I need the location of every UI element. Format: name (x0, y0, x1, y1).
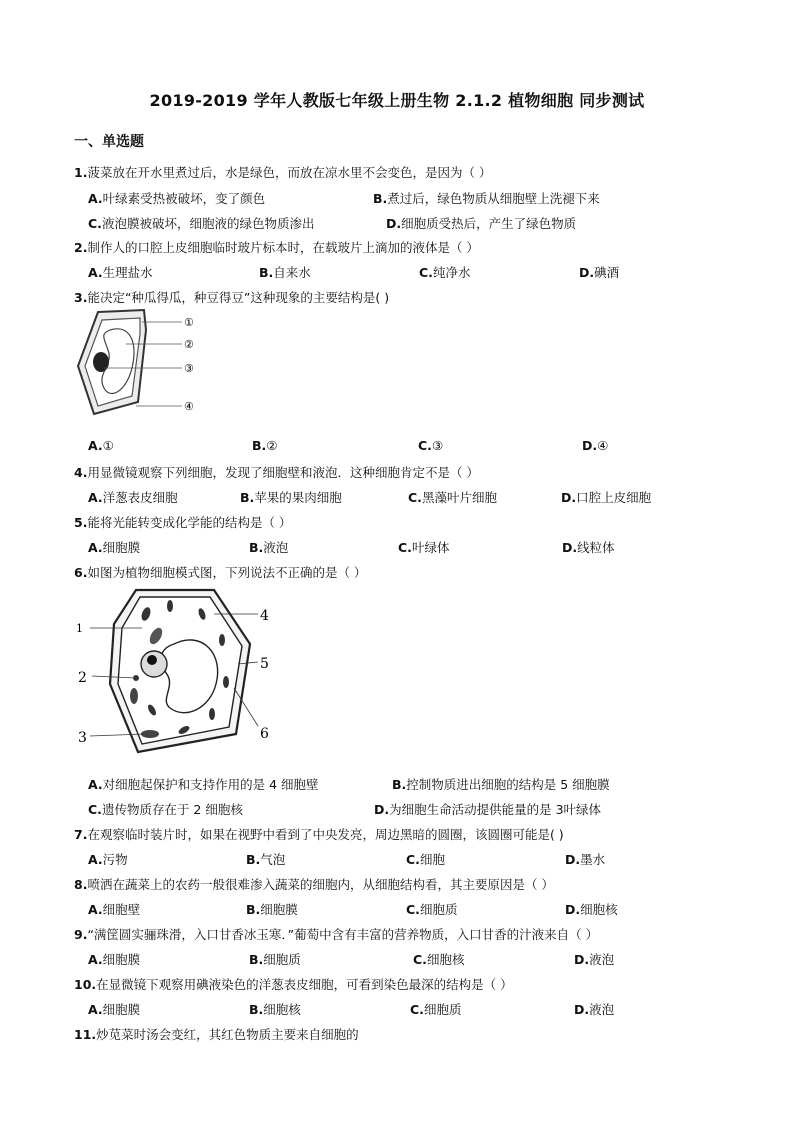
option-1c (88, 214, 314, 232)
option-letter: D. (561, 490, 577, 505)
chloroplast-10 (223, 676, 229, 688)
question-text: 能决定“种瓜得瓜，种豆得豆”这种现象的主要结构是( ) (87, 290, 390, 305)
chloroplast-2 (167, 600, 173, 612)
option-letter: B. (259, 265, 274, 280)
option-text: 液泡 (589, 952, 615, 967)
option-text: 线粒体 (577, 540, 615, 555)
option-7b (246, 850, 285, 868)
option-letter: A. (88, 952, 103, 967)
option-1b (373, 189, 600, 207)
option-1d (386, 214, 576, 232)
option-letter: B. (373, 191, 388, 206)
option-8d (565, 900, 618, 918)
figure1-label-3: ③ (184, 362, 194, 375)
figure-plant-cell-simple (74, 306, 214, 424)
option-6a (88, 775, 319, 793)
option-letter: D. (562, 540, 578, 555)
option-text: ④ (597, 438, 609, 453)
option-5a (88, 538, 140, 556)
option-text: 液泡 (263, 540, 289, 555)
option-3a (88, 438, 114, 453)
option-9d (574, 950, 614, 968)
question-number: 2. (74, 240, 88, 255)
figure2-label-2: 2 (78, 670, 87, 686)
option-text: 口腔上皮细胞 (576, 490, 652, 505)
option-6c (88, 800, 243, 818)
figure1-label-2: ② (184, 338, 194, 351)
option-5b (249, 538, 288, 556)
option-text: 遗传物质存在于 2 细胞核 (101, 802, 243, 817)
option-text: 纯净水 (432, 265, 471, 280)
question-text: “满筐圆实骊珠滑，入口甘香冰玉寒．”葡萄中含有丰富的营养物质，入口甘香的汁液来自（ ） (87, 927, 599, 942)
option-letter: C. (406, 852, 420, 867)
option-1a (88, 189, 265, 207)
option-6b (392, 775, 610, 793)
option-letter: B. (240, 490, 255, 505)
figure2-label-3: 3 (78, 730, 87, 746)
question-text: 制作人的口腔上皮细胞临时玻片标本时，在载玻片上滴加的液体是（ ） (87, 240, 479, 255)
option-letter: C. (88, 802, 102, 817)
option-3b (252, 438, 278, 453)
question-6 (74, 563, 366, 581)
nucleolus-shape (147, 655, 157, 665)
option-text: 细胞核 (580, 902, 618, 917)
option-text: 叶绿素受热被破坏，变了颜色 (102, 191, 266, 206)
option-letter: C. (88, 216, 102, 231)
option-letter: D. (579, 265, 595, 280)
figure1-label-4: ④ (184, 400, 194, 413)
section-heading: 一、单选题 (74, 134, 144, 150)
option-7a (88, 850, 128, 868)
option-letter: C. (408, 490, 422, 505)
question-number: 4. (74, 465, 88, 480)
option-text: 细胞核 (263, 1002, 301, 1017)
option-text: 细胞质受热后，产生了绿色物质 (401, 216, 577, 231)
option-letter: C. (406, 902, 420, 917)
option-4c (408, 488, 497, 506)
option-9a (88, 950, 140, 968)
option-5c (398, 538, 449, 556)
question-2 (74, 238, 479, 256)
option-text: 煮过后，绿色物质从细胞壁上洗褪下来 (387, 191, 600, 206)
option-text: 气泡 (260, 852, 286, 867)
question-3 (74, 288, 389, 306)
option-2b (259, 263, 311, 281)
option-6d (374, 800, 601, 818)
question-1 (74, 163, 491, 181)
figure2-label-6: 6 (260, 726, 269, 742)
option-text: 洋葱表皮细胞 (102, 490, 178, 505)
option-text: ① (102, 438, 114, 453)
question-10 (74, 975, 513, 993)
option-letter: A. (88, 191, 103, 206)
option-letter: A. (88, 265, 103, 280)
option-text: 细胞膜 (260, 902, 298, 917)
option-text: 液泡膜被破坏，细胞液的绿色物质渗出 (101, 216, 315, 231)
question-text: 用显微镜观察下列细胞，发现了细胞壁和液泡．这种细胞肯定不是（ ） (87, 465, 479, 480)
chloroplast-6 (130, 688, 138, 704)
page-title: 2019-2019 学年人教版七年级上册生物 2.1.2 植物细胞 同步测试 (149, 91, 645, 110)
nucleus-shape (93, 352, 109, 372)
option-letter: B. (249, 952, 264, 967)
option-text: 细胞核 (426, 952, 465, 967)
option-letter: C. (419, 265, 433, 280)
option-10a (88, 1000, 140, 1018)
option-8b (246, 900, 298, 918)
question-number: 8. (74, 877, 88, 892)
question-text: 如图为植物细胞模式图，下列说法不正确的是（ ） (87, 565, 367, 580)
figure2-label-1: 1 (76, 622, 83, 635)
option-2a (88, 263, 153, 281)
option-letter: D. (582, 438, 598, 453)
option-4a (88, 488, 178, 506)
question-8 (74, 875, 554, 893)
chloroplast-4 (219, 634, 225, 646)
option-text: 对细胞起保护和支持作用的是 4 细胞壁 (102, 777, 319, 792)
chloroplast-9 (209, 708, 215, 720)
option-text: 碘酒 (594, 265, 620, 280)
option-letter: B. (252, 438, 267, 453)
question-number: 10. (74, 977, 97, 992)
question-number: 6. (74, 565, 88, 580)
question-9 (74, 925, 598, 943)
option-letter: C. (418, 438, 432, 453)
option-text: 黑藻叶片细胞 (421, 490, 497, 505)
option-4d (561, 488, 651, 506)
option-letter: B. (246, 852, 261, 867)
option-letter: B. (249, 1002, 264, 1017)
option-3c (418, 438, 443, 453)
option-7c (406, 850, 445, 868)
option-letter: C. (410, 1002, 424, 1017)
option-text: 细胞膜 (102, 540, 141, 555)
option-letter: D. (565, 902, 581, 917)
question-text: 在显微镜下观察用碘液染色的洋葱表皮细胞，可看到染色最深的结构是（ ） (96, 977, 513, 992)
question-number: 3. (74, 290, 88, 305)
question-number: 11. (74, 1027, 97, 1042)
option-letter: A. (88, 902, 103, 917)
option-text: 细胞壁 (102, 902, 141, 917)
option-2c (419, 263, 470, 281)
option-10d (574, 1000, 614, 1018)
question-11 (74, 1025, 359, 1043)
option-8c (406, 900, 457, 918)
question-4 (74, 463, 479, 481)
option-text: 墨水 (580, 852, 606, 867)
option-10b (249, 1000, 301, 1018)
option-text: 污物 (102, 852, 128, 867)
question-5 (74, 513, 291, 531)
option-letter: D. (574, 952, 590, 967)
option-letter: D. (374, 802, 390, 817)
option-text: ② (266, 438, 278, 453)
question-number: 7. (74, 827, 88, 842)
option-7d (565, 850, 605, 868)
option-text: 液泡 (589, 1002, 615, 1017)
option-text: 细胞 (419, 852, 445, 867)
option-8a (88, 900, 140, 918)
question-number: 1. (74, 165, 88, 180)
option-5d (562, 538, 615, 556)
option-letter: D. (574, 1002, 590, 1017)
option-9b (249, 950, 301, 968)
option-letter: C. (413, 952, 427, 967)
question-number: 5. (74, 515, 88, 530)
question-text: 喷洒在蔬菜上的农药一般很难渗入蔬菜的细胞内，从细胞结构看，其主要原因是（ ） (87, 877, 554, 892)
option-text: 生理盐水 (102, 265, 153, 280)
figure1-label-1: ① (184, 316, 194, 329)
option-letter: A. (88, 490, 103, 505)
figure2-label-5: 5 (260, 656, 269, 672)
figure2-label-4: 4 (260, 608, 269, 624)
option-text: 细胞质 (263, 952, 301, 967)
option-text: 苹果的果肉细胞 (254, 490, 342, 505)
option-4b (240, 488, 342, 506)
option-letter: A. (88, 852, 103, 867)
option-text: 细胞质 (423, 1002, 462, 1017)
question-text: 在观察临时装片时，如果在视野中看到了中央发亮，周边黑暗的圆圈，该圆圈可能是( ) (87, 827, 564, 842)
option-letter: A. (88, 438, 103, 453)
option-text: 自来水 (273, 265, 311, 280)
question-text: 能将光能转变成化学能的结构是（ ） (87, 515, 292, 530)
option-letter: B. (249, 540, 264, 555)
option-9c (413, 950, 464, 968)
option-letter: A. (88, 777, 103, 792)
option-letter: C. (398, 540, 412, 555)
option-text: 控制物质进出细胞的结构是 5 细胞膜 (406, 777, 610, 792)
option-text: 细胞膜 (102, 952, 141, 967)
question-number: 9. (74, 927, 88, 942)
option-letter: A. (88, 1002, 103, 1017)
option-text: 叶绿体 (411, 540, 450, 555)
option-3d (582, 438, 608, 453)
figure-plant-cell-detailed (74, 584, 284, 756)
question-7 (74, 825, 564, 843)
option-letter: B. (392, 777, 407, 792)
option-text: 细胞膜 (102, 1002, 141, 1017)
option-letter: D. (386, 216, 402, 231)
option-letter: B. (246, 902, 261, 917)
question-text: 菠菜放在开水里煮过后，水是绿色，而放在凉水里不会变色，是因为（ ） (87, 165, 492, 180)
option-letter: A. (88, 540, 103, 555)
option-text: ③ (431, 438, 444, 453)
option-letter: D. (565, 852, 581, 867)
option-10c (410, 1000, 461, 1018)
option-text: 为细胞生命活动提供能量的是 3叶绿体 (389, 802, 602, 817)
option-2d (579, 263, 619, 281)
question-text: 炒苋菜时汤会变红，其红色物质主要来自细胞的 (96, 1027, 359, 1042)
option-text: 细胞质 (419, 902, 458, 917)
